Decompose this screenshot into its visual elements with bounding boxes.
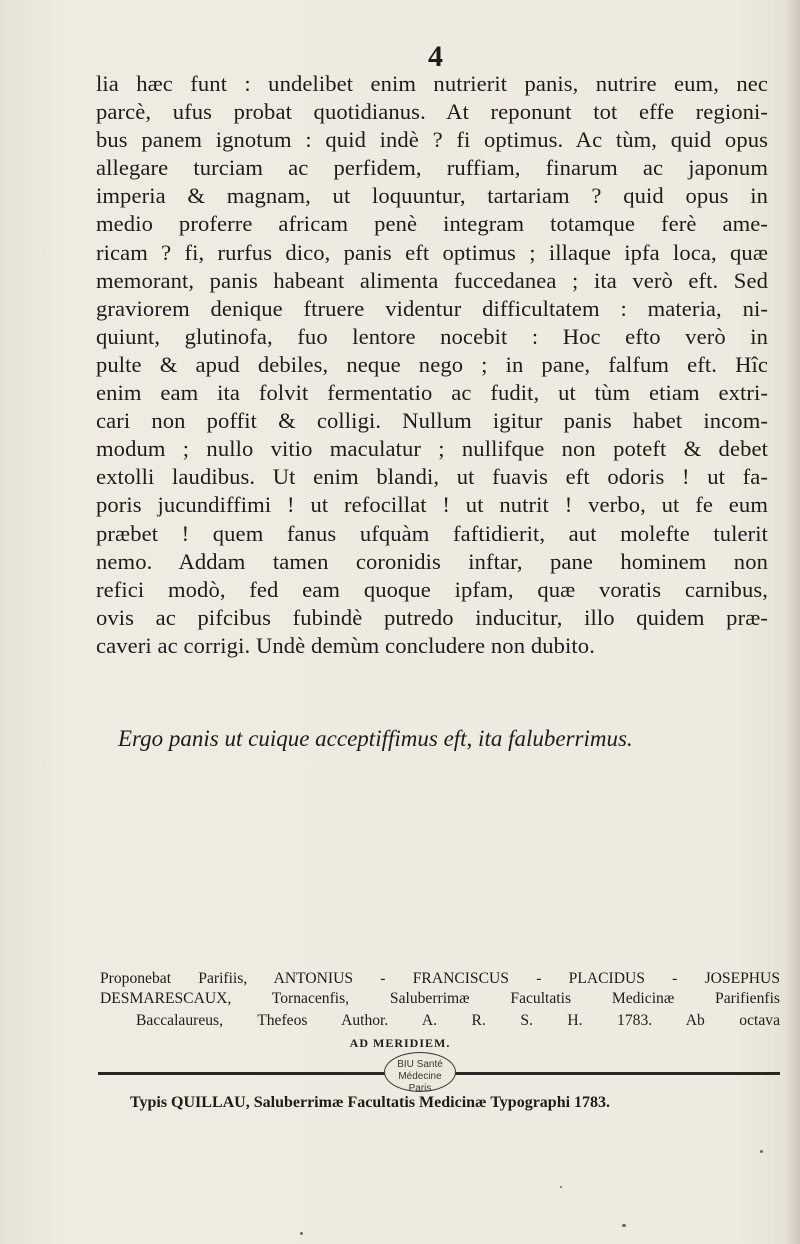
- text-line: allegare turciam ac perfidem, ruffiam, finarum ac japonum: [96, 155, 768, 181]
- text-line: enim eam ita folvit fermentatio ac fudit, ut tùm etiam extri-: [96, 380, 768, 406]
- ink-speck: [622, 1224, 626, 1227]
- imprint-line-2: DESMARESCAUX, Tornacenfis, Saluberrimæ Facultatis Medicinæ Parifienfis: [100, 990, 780, 1007]
- text-line: poris jucundiffimi ! ut refocillat ! ut nutrit ! verbo, ut fe eum: [96, 492, 768, 518]
- body-text: [96, 70, 768, 660]
- text-line: cari non poffit & colligi. Nullum igitur panis habet incom-: [96, 408, 768, 434]
- ink-speck: [300, 1232, 303, 1235]
- stamp-line-1: BIU Santé: [397, 1059, 443, 1070]
- text-line: graviorem denique ftruere videntur difficultatem : materia, ni-: [96, 295, 768, 321]
- ink-speck: [760, 1150, 763, 1153]
- text-line: quiunt, glutinofa, fuo lentore nocebit : Hoc efto verò in: [96, 323, 768, 349]
- imprint-line-4: AD MERIDIEM.: [349, 1036, 451, 1050]
- text-line: pulte & apud debiles, neque nego ; in pane, falfum eft. Hîc: [96, 351, 768, 377]
- text-line: lia hæc funt : undelibet enim nutrierit panis, nutrire eum, nec: [96, 71, 768, 96]
- text-line: modum ; nullo vitio maculatur ; nullifque non poteft & debet: [96, 436, 768, 462]
- text-line: præbet ! quem fanus ufquàm faftidierit, aut molefte tulerit: [96, 520, 768, 546]
- text-line: parcè, ufus probat quotidianus. At reponunt tot effe regioni-: [96, 99, 768, 125]
- text-line: caveri ac corrigi. Undè demùm concludere non dubito.: [96, 632, 595, 658]
- text-line: nemo. Addam tamen coronidis inftar, pane hominem non: [96, 548, 768, 574]
- ink-speck: [560, 1186, 562, 1188]
- page-number: 4: [428, 40, 443, 73]
- text-line: ovis ac pifcibus fubindè putredo inducitur, illo quidem præ-: [96, 604, 768, 630]
- library-stamp: [384, 1052, 456, 1092]
- stamp-line-2: Médecine: [398, 1071, 442, 1082]
- text-line: medio proferre africam penè integram totamque ferè ame-: [96, 211, 768, 237]
- text-line: memorant, panis habeant alimenta fuccedanea ; ita verò eft. Sed: [96, 267, 768, 293]
- imprint-line-3: Baccalaureus, Thefeos Author. A. R. S. H. 1783. Ab octava: [136, 1012, 780, 1029]
- text-line: imperia & magnam, ut loquuntur, tartariam ? quid opus in: [96, 183, 768, 209]
- motto: Ergo panis ut cuique acceptiffimus eft, ita faluberrimus.: [118, 726, 633, 751]
- text-line: bus panem ignotum : quid indè ? fi optimus. Ac tùm, quid opus: [96, 127, 768, 153]
- text-line: ricam ? fi, rurfus dico, panis eft optimus ; illaque ipfa loca, quæ: [96, 239, 768, 265]
- imprint-line-1: Proponebat Parifiis, ANTONIUS - FRANCISCUS - PLACIDUS - JOSEPHUS: [100, 970, 780, 987]
- stamp-line-3: Paris: [408, 1083, 432, 1094]
- printer-line: Typis QUILLAU, Saluberrimæ Facultatis Medicinæ Typographi 1783.: [130, 1094, 611, 1111]
- text-line: refici modò, fed eam quoque ipfam, quæ voratis carnibus,: [96, 576, 768, 602]
- text-line: extolli laudibus. Ut enim blandi, ut fuavis eft odoris ! ut fa-: [96, 464, 768, 490]
